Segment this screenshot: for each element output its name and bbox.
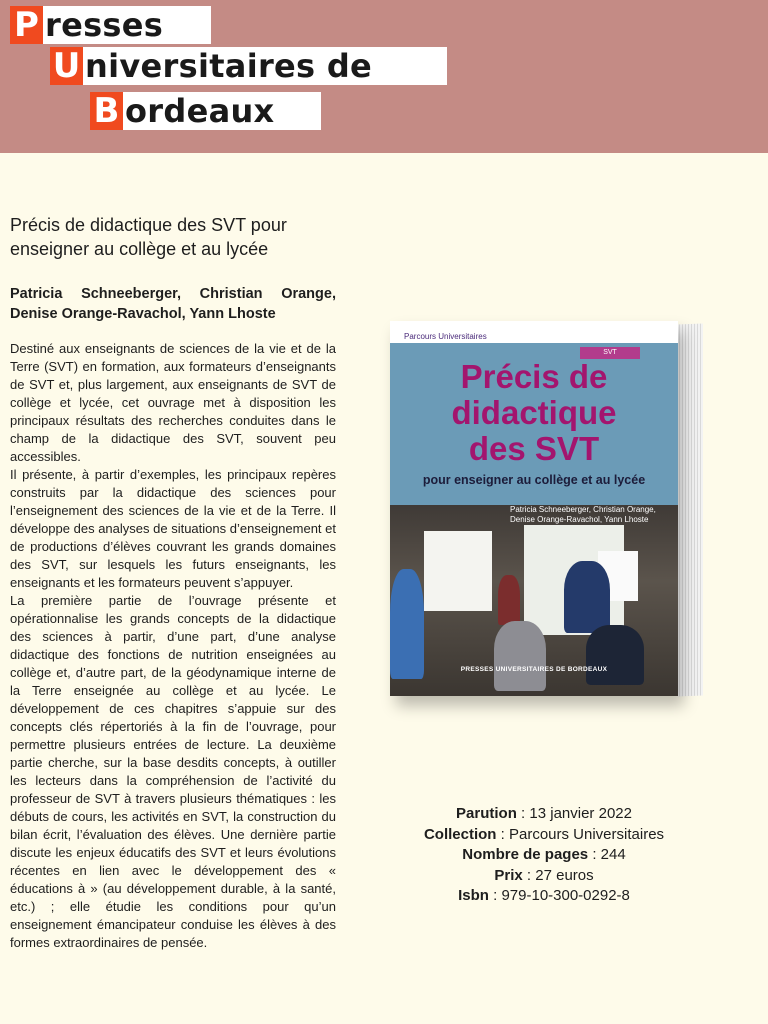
cover-title — [390, 359, 678, 467]
book-metadata — [384, 804, 704, 907]
cover-title-line: Précis de — [460, 358, 608, 395]
photo-student — [498, 575, 520, 625]
logo-initial-b: B — [90, 92, 123, 130]
meta-parution: Parution : 13 janvier 2022 — [456, 805, 632, 822]
cover-authors-line: Patricia Schneeberger, Christian Orange, — [510, 505, 656, 514]
book-cover-image — [390, 321, 678, 696]
logo-initial-p: P — [10, 6, 43, 44]
cover-publisher: PRESSES UNIVERSITAIRES DE BORDEAUX — [460, 666, 608, 673]
logo-initial-u: U — [50, 47, 83, 85]
book-title: Précis de didactique des SVT pour enseigner au collège et au lycée — [10, 215, 287, 259]
description-paragraph: La première partie de l’ouvrage présente et opérationnalise les grands concepts de la didactique des sciences à partir, d’une part, d’une analyse didactique des fonctions de nutrition enseignées au collège et, d’autre part, de la géodynamique interne de la Terre enseignée au collège et au lycée. Le développement de ces chapitres s’appuie sur des concepts clés répertoriés à la fin de l’ouvrage, pour permettre plusieurs entrées de lecture. La deuxième partie cherche, sur la base desdits concepts, à outiller les lecteurs dans la compréhension de l’activité du professeur de SVT à travers plusieurs thématiques : les débuts de cours, les activités en SVT, la construction du bilan écrit, l’évaluation des élèves. Une dernière partie discute les enjeux éducatifs des SVT et leurs évolutions récentes en lien avec le développement des « éducations à » (au développement durable, à la santé, etc.) ; elle étudie les conditions pour qu’un enseignement émancipateur conduise les élèves à des formes extraordinaires de pensée. — [10, 593, 336, 950]
meta-page-count: Nombre de pages : 244 — [462, 846, 626, 863]
publisher-header — [0, 0, 768, 153]
cover-subtitle: pour enseigner au collège et au lycée — [422, 473, 646, 487]
logo-line-bordeaux — [90, 92, 321, 130]
meta-collection: Collection : Parcours Universitaires — [423, 825, 665, 843]
cover-authors — [510, 505, 678, 525]
logo-line-universitaires — [50, 47, 447, 85]
logo-word-bordeaux: ordeaux — [123, 92, 321, 130]
cover-subject-badge: SVT — [580, 347, 640, 359]
logo-word-universitaires: niversitaires de — [83, 47, 447, 85]
logo-line-presses — [10, 6, 211, 44]
description-paragraph: Il présente, à partir d’exemples, les principaux repères construits par la didactique des sciences pour l’enseignement des sciences de la vie et de la Terre. Il développe des analyses de situations d’enseignement et de productions d’élèves couvrant les grands domaines des SVT, sur lesquels les futurs enseignants, les enseignants et les formateurs peuvent s’appuyer. — [10, 467, 336, 590]
photo-student — [586, 625, 644, 685]
photo-teacher — [390, 569, 424, 679]
photo-flipchart — [424, 531, 492, 611]
cover-title-line: didactique — [451, 394, 617, 431]
cover-series: Parcours Universitaires — [404, 332, 487, 341]
photo-student — [494, 621, 546, 691]
meta-isbn: Isbn : 979-10-300-0292-8 — [458, 887, 630, 904]
cover-authors-line: Denise Orange-Ravachol, Yann Lhoste — [510, 515, 649, 524]
book-authors: Patricia Schneeberger, Christian Orange, Denise Orange-Ravachol, Yann Lhoste — [10, 286, 336, 322]
cover-title-line: des SVT — [468, 430, 600, 467]
photo-student — [564, 561, 610, 633]
book-description — [10, 340, 336, 952]
meta-price: Prix : 27 euros — [494, 866, 594, 884]
book-page-edges — [677, 324, 703, 697]
logo-word-presses: resses — [43, 6, 211, 44]
description-paragraph: Destiné aux enseignants de sciences de la vie et de la Terre (SVT) en formation, aux formateurs d’enseignants de SVT et, plus largement, aux enseignants de SVT de collège et lycée, cet ouvrage met à disposition les principaux résultats des recherches conduites dans le champ de la didactique des SVT, souvent peu accessibles. — [10, 341, 336, 464]
